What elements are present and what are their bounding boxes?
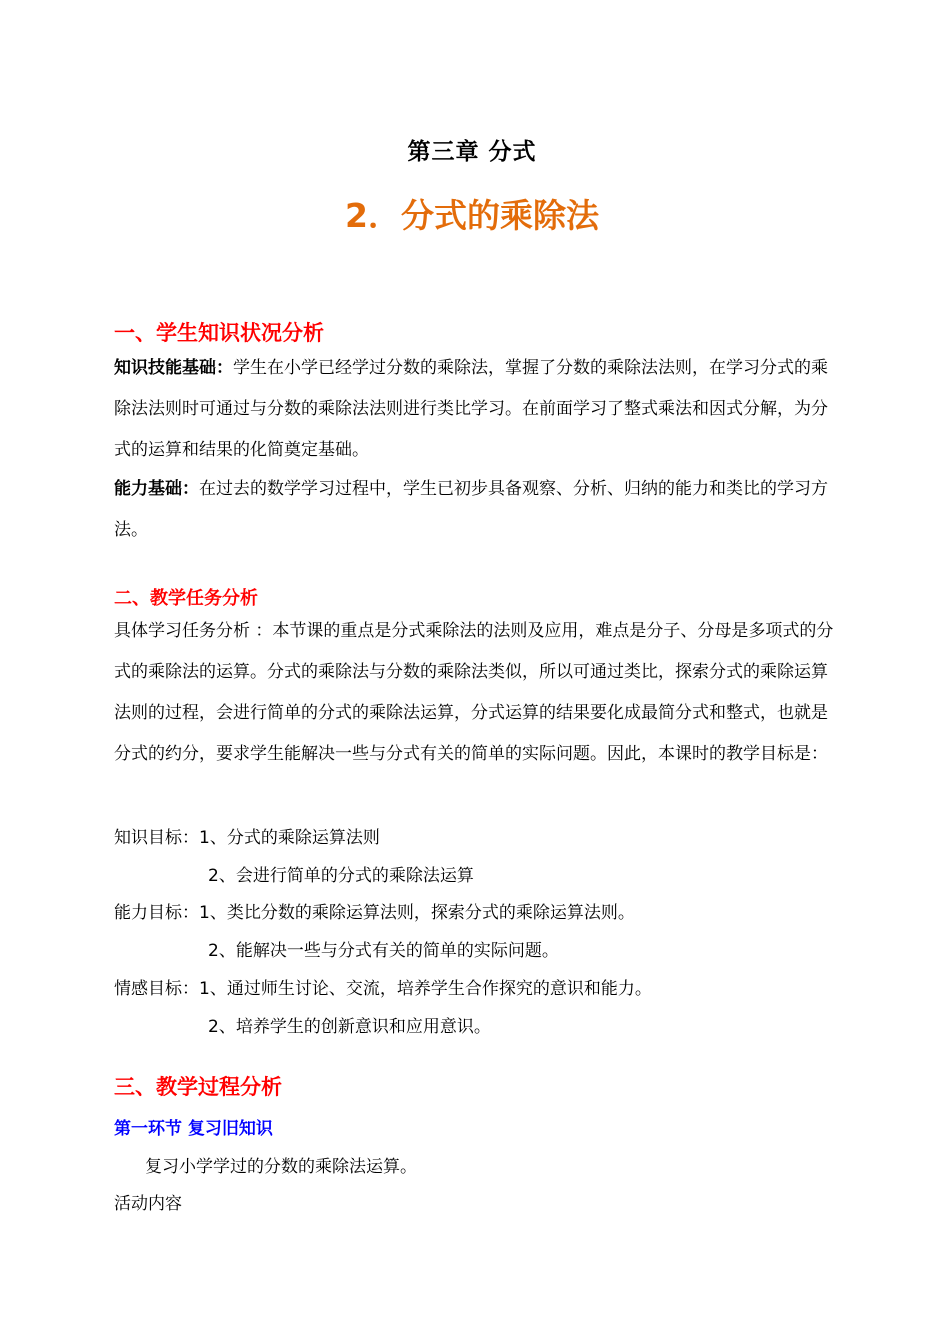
knowledge-skill-paragraph: [114, 348, 838, 471]
chapter-title: 第三章 分式: [407, 139, 537, 165]
section1-heading: 一、学生知识状况分析: [114, 321, 324, 345]
section2-heading: 二、教学任务分析: [114, 588, 258, 609]
task-analysis-paragraph: 具体学习任务分析 ：本节课的重点是分式乘除法的法则及应用，难点是分子、分母是多项式的分式的乘除法的运算。分式的乘除法与分数的乘除法类似，所以可通过类比，探索分式的乘除运算法则的过程，会进行简单的分式的乘除法运算，分式运算的结果要化成最简分式和整式，也就是分式的约分，要求学生能解决一些与分式有关的简单的实际问题。因此，本课时的教学目标是：: [114, 621, 834, 764]
ability-goal-1: 能力目标：1、类比分数的乘除运算法则，探索分式的乘除运算法则。: [114, 903, 635, 923]
ability-basis-paragraph: [114, 469, 838, 551]
ability-basis-text: 在过去的数学学习过程中，学生已初步具备观察、分析、归纳的能力和类比的学习方法。: [114, 479, 828, 540]
emotion-goal-1: 情感目标：1、通过师生讨论、交流，培养学生合作探究的意识和能力。: [114, 979, 652, 999]
knowledge-goal-1: 知识目标：1、分式的乘除运算法则: [114, 828, 380, 848]
review-line: 复习小学学过的分数的乘除法运算。: [145, 1157, 417, 1177]
section3-heading: 三、教学过程分析: [114, 1075, 282, 1099]
ability-goal-2: 2、能解决一些与分式有关的简单的实际问题。: [208, 941, 559, 961]
step1-heading: 第一环节 复习旧知识: [114, 1119, 273, 1139]
lesson-title: 2．分式的乘除法: [345, 196, 599, 235]
emotion-goal-2: 2、培养学生的创新意识和应用意识。: [208, 1017, 491, 1037]
knowledge-skill-text: 学生在小学已经学过分数的乘除法，掌握了分数的乘除法法则，在学习分式的乘除法法则时可通过与分数的乘除法法则进行类比学习。在前面学习了整式乘法和因式分解，为分式的运算和结果的化简奠定基础。: [114, 358, 828, 460]
knowledge-goal-2: 2、会进行简单的分式的乘除法运算: [208, 866, 474, 886]
knowledge-skill-label: 知识技能基础：: [114, 358, 233, 378]
ability-basis-label: 能力基础：: [114, 479, 199, 499]
activity-content-label: 活动内容: [114, 1194, 182, 1214]
